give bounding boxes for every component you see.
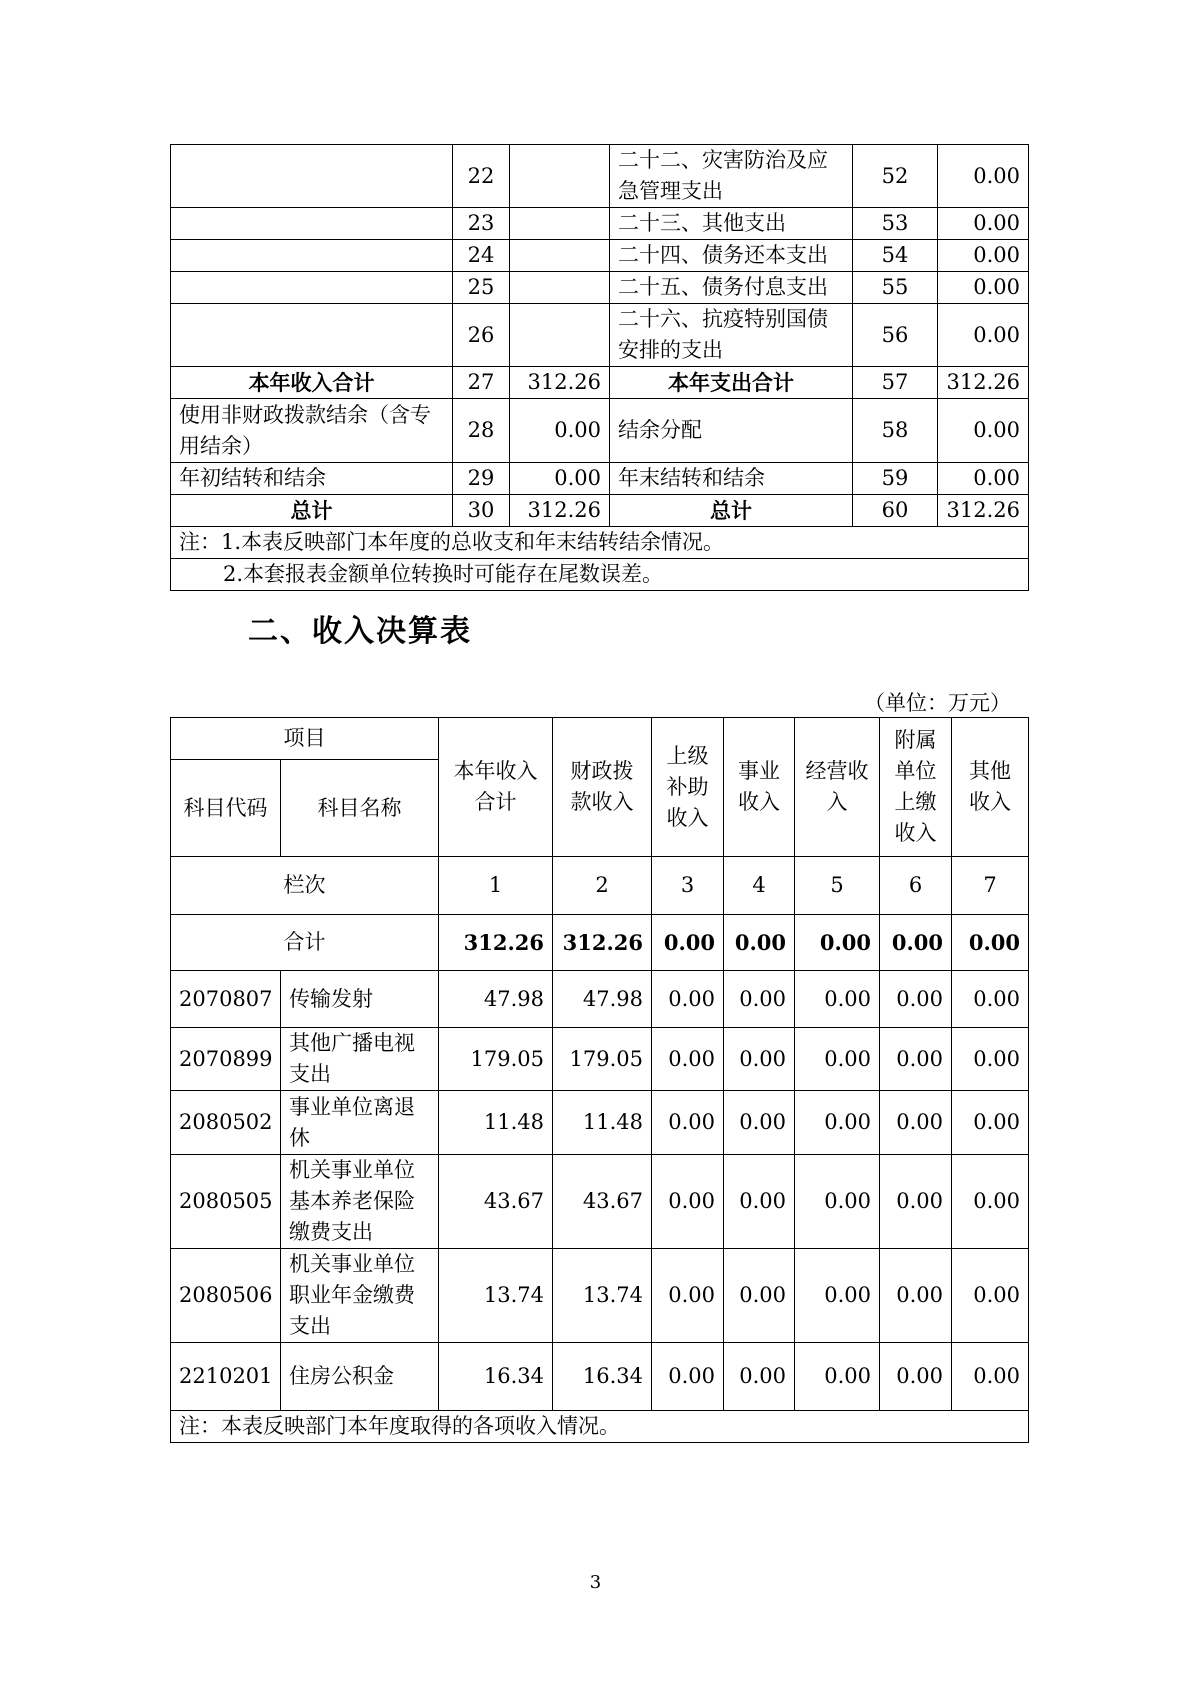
right-amount: 0.00 <box>938 208 1029 240</box>
table-row <box>171 463 1029 495</box>
right-amount: 0.00 <box>938 304 1029 367</box>
right-row-no: 56 <box>853 304 938 367</box>
cell-value: 47.98 <box>553 971 652 1028</box>
column-index-row <box>171 857 1029 915</box>
cell-value: 11.48 <box>439 1091 553 1155</box>
right-label: 二十三、其他支出 <box>610 208 853 240</box>
cell-value: 0.00 <box>880 1249 952 1343</box>
left-label: 使用非财政拨款结余（含专用结余） <box>171 399 453 463</box>
header-name: 科目名称 <box>281 760 439 857</box>
column-index: 6 <box>880 857 952 915</box>
cell-value: 0.00 <box>880 1028 952 1091</box>
subject-code: 2080505 <box>171 1155 281 1249</box>
cell-value: 11.48 <box>553 1091 652 1155</box>
left-label: 本年收入合计 <box>171 367 453 399</box>
cell-value: 0.00 <box>795 1155 880 1249</box>
column-index: 7 <box>952 857 1029 915</box>
cell-value: 13.74 <box>553 1249 652 1343</box>
cell-value: 0.00 <box>652 1343 724 1411</box>
income-final-accounts-table <box>170 717 1029 1443</box>
left-row-no: 23 <box>453 208 510 240</box>
subject-name: 其他广播电视支出 <box>281 1028 439 1091</box>
right-label: 二十五、债务付息支出 <box>610 272 853 304</box>
table-row <box>171 971 1029 1028</box>
column-index: 1 <box>439 857 553 915</box>
page-number: 3 <box>589 1572 602 1593</box>
left-label: 年初结转和结余 <box>171 463 453 495</box>
cell-value: 0.00 <box>880 971 952 1028</box>
cell-value: 0.00 <box>795 1028 880 1091</box>
column-index: 5 <box>795 857 880 915</box>
table-note-row <box>171 559 1029 591</box>
table-row <box>171 145 1029 208</box>
subject-name: 事业单位离退休 <box>281 1091 439 1155</box>
left-amount: 312.26 <box>510 367 610 399</box>
cell-value: 0.00 <box>724 971 795 1028</box>
right-row-no: 60 <box>853 495 938 527</box>
right-row-no: 55 <box>853 272 938 304</box>
cell-value: 0.00 <box>952 1155 1029 1249</box>
left-label <box>171 240 453 272</box>
subject-code: 2070807 <box>171 971 281 1028</box>
header-code: 科目代码 <box>171 760 281 857</box>
summary-table-body <box>171 145 1029 591</box>
cell-value: 16.34 <box>439 1343 553 1411</box>
cell-value: 47.98 <box>439 971 553 1028</box>
total-row <box>171 915 1029 971</box>
table-row <box>171 1343 1029 1411</box>
subject-name: 传输发射 <box>281 971 439 1028</box>
right-row-no: 52 <box>853 145 938 208</box>
right-label: 二十二、灾害防治及应急管理支出 <box>610 145 853 208</box>
subject-code: 2070899 <box>171 1028 281 1091</box>
cell-value: 0.00 <box>652 971 724 1028</box>
table-note-2: 2.本套报表金额单位转换时可能存在尾数误差。 <box>171 559 1029 591</box>
header-col2: 财政拨款收入 <box>553 718 652 857</box>
table-note-row <box>171 527 1029 559</box>
cell-value: 0.00 <box>724 1249 795 1343</box>
cell-value: 0.00 <box>880 1155 952 1249</box>
left-label: 总计 <box>171 495 453 527</box>
left-row-no: 25 <box>453 272 510 304</box>
table-row <box>171 1155 1029 1249</box>
cell-value: 0.00 <box>952 1343 1029 1411</box>
cell-value: 0.00 <box>795 1343 880 1411</box>
table-row <box>171 272 1029 304</box>
right-amount: 0.00 <box>938 145 1029 208</box>
left-row-no: 22 <box>453 145 510 208</box>
right-row-no: 54 <box>853 240 938 272</box>
cell-value: 0.00 <box>652 1028 724 1091</box>
header-col1: 本年收入合计 <box>439 718 553 857</box>
cell-value: 0.00 <box>652 1155 724 1249</box>
cell-value: 0.00 <box>880 1343 952 1411</box>
table-row <box>171 240 1029 272</box>
left-row-no: 29 <box>453 463 510 495</box>
left-amount: 0.00 <box>510 463 610 495</box>
total-value: 0.00 <box>652 915 724 971</box>
table-note-1: 注：1.本表反映部门本年度的总收支和年末结转结余情况。 <box>171 527 1029 559</box>
subject-name: 机关事业单位职业年金缴费支出 <box>281 1249 439 1343</box>
right-row-no: 58 <box>853 399 938 463</box>
total-value: 0.00 <box>952 915 1029 971</box>
cell-value: 0.00 <box>952 1091 1029 1155</box>
header-col3: 上级补助收入 <box>652 718 724 857</box>
cell-value: 0.00 <box>724 1028 795 1091</box>
cell-value: 0.00 <box>724 1091 795 1155</box>
table-row <box>171 208 1029 240</box>
right-label: 年末结转和结余 <box>610 463 853 495</box>
left-label <box>171 304 453 367</box>
right-amount: 0.00 <box>938 240 1029 272</box>
cell-value: 0.00 <box>724 1343 795 1411</box>
income-table-body <box>171 718 1029 1443</box>
left-row-no: 26 <box>453 304 510 367</box>
total-value: 312.26 <box>553 915 652 971</box>
header-col4: 事业收入 <box>724 718 795 857</box>
cell-value: 0.00 <box>795 971 880 1028</box>
table-row <box>171 367 1029 399</box>
cell-value: 179.05 <box>439 1028 553 1091</box>
left-amount <box>510 145 610 208</box>
left-label <box>171 145 453 208</box>
right-row-no: 57 <box>853 367 938 399</box>
subject-code: 2080506 <box>171 1249 281 1343</box>
cell-value: 0.00 <box>795 1249 880 1343</box>
total-value: 0.00 <box>795 915 880 971</box>
table-row <box>171 399 1029 463</box>
header-item: 项目 <box>171 718 439 760</box>
right-label: 总计 <box>610 495 853 527</box>
subject-name: 住房公积金 <box>281 1343 439 1411</box>
left-row-no: 30 <box>453 495 510 527</box>
left-amount: 312.26 <box>510 495 610 527</box>
table-note-row <box>171 1411 1029 1443</box>
left-amount: 0.00 <box>510 399 610 463</box>
column-index-label: 栏次 <box>171 857 439 915</box>
table-row <box>171 1028 1029 1091</box>
left-label <box>171 272 453 304</box>
column-index: 2 <box>553 857 652 915</box>
cell-value: 0.00 <box>652 1091 724 1155</box>
left-row-no: 28 <box>453 399 510 463</box>
left-label <box>171 208 453 240</box>
section-title: 二、收入决算表 <box>248 614 472 649</box>
left-amount <box>510 304 610 367</box>
table-row <box>171 1249 1029 1343</box>
cell-value: 179.05 <box>553 1028 652 1091</box>
right-amount: 0.00 <box>938 463 1029 495</box>
right-label: 本年支出合计 <box>610 367 853 399</box>
income-expenditure-summary-table <box>170 144 1029 591</box>
right-row-no: 59 <box>853 463 938 495</box>
cell-value: 0.00 <box>652 1249 724 1343</box>
left-amount <box>510 240 610 272</box>
right-amount: 0.00 <box>938 399 1029 463</box>
subject-code: 2080502 <box>171 1091 281 1155</box>
right-row-no: 53 <box>853 208 938 240</box>
right-label: 结余分配 <box>610 399 853 463</box>
right-amount: 0.00 <box>938 272 1029 304</box>
left-amount <box>510 208 610 240</box>
header-col5: 经营收入 <box>795 718 880 857</box>
cell-value: 16.34 <box>553 1343 652 1411</box>
table-row <box>171 304 1029 367</box>
subject-name: 机关事业单位基本养老保险缴费支出 <box>281 1155 439 1249</box>
cell-value: 43.67 <box>439 1155 553 1249</box>
table-note: 注：本表反映部门本年度取得的各项收入情况。 <box>171 1411 1029 1443</box>
cell-value: 0.00 <box>724 1155 795 1249</box>
unit-label: （单位：万元） <box>864 691 1011 715</box>
table-row <box>171 1091 1029 1155</box>
left-row-no: 24 <box>453 240 510 272</box>
column-index: 4 <box>724 857 795 915</box>
left-row-no: 27 <box>453 367 510 399</box>
total-value: 0.00 <box>880 915 952 971</box>
cell-value: 43.67 <box>553 1155 652 1249</box>
cell-value: 0.00 <box>952 1028 1029 1091</box>
column-index: 3 <box>652 857 724 915</box>
header-row <box>171 718 1029 760</box>
header-col6: 附属单位上缴收入 <box>880 718 952 857</box>
cell-value: 0.00 <box>952 1249 1029 1343</box>
right-label: 二十四、债务还本支出 <box>610 240 853 272</box>
cell-value: 0.00 <box>880 1091 952 1155</box>
total-label: 合计 <box>171 915 439 971</box>
left-amount <box>510 272 610 304</box>
total-value: 0.00 <box>724 915 795 971</box>
table-row <box>171 495 1029 527</box>
right-amount: 312.26 <box>938 495 1029 527</box>
right-amount: 312.26 <box>938 367 1029 399</box>
total-value: 312.26 <box>439 915 553 971</box>
cell-value: 0.00 <box>795 1091 880 1155</box>
header-col7: 其他收入 <box>952 718 1029 857</box>
subject-code: 2210201 <box>171 1343 281 1411</box>
right-label: 二十六、抗疫特别国债安排的支出 <box>610 304 853 367</box>
cell-value: 0.00 <box>952 971 1029 1028</box>
cell-value: 13.74 <box>439 1249 553 1343</box>
